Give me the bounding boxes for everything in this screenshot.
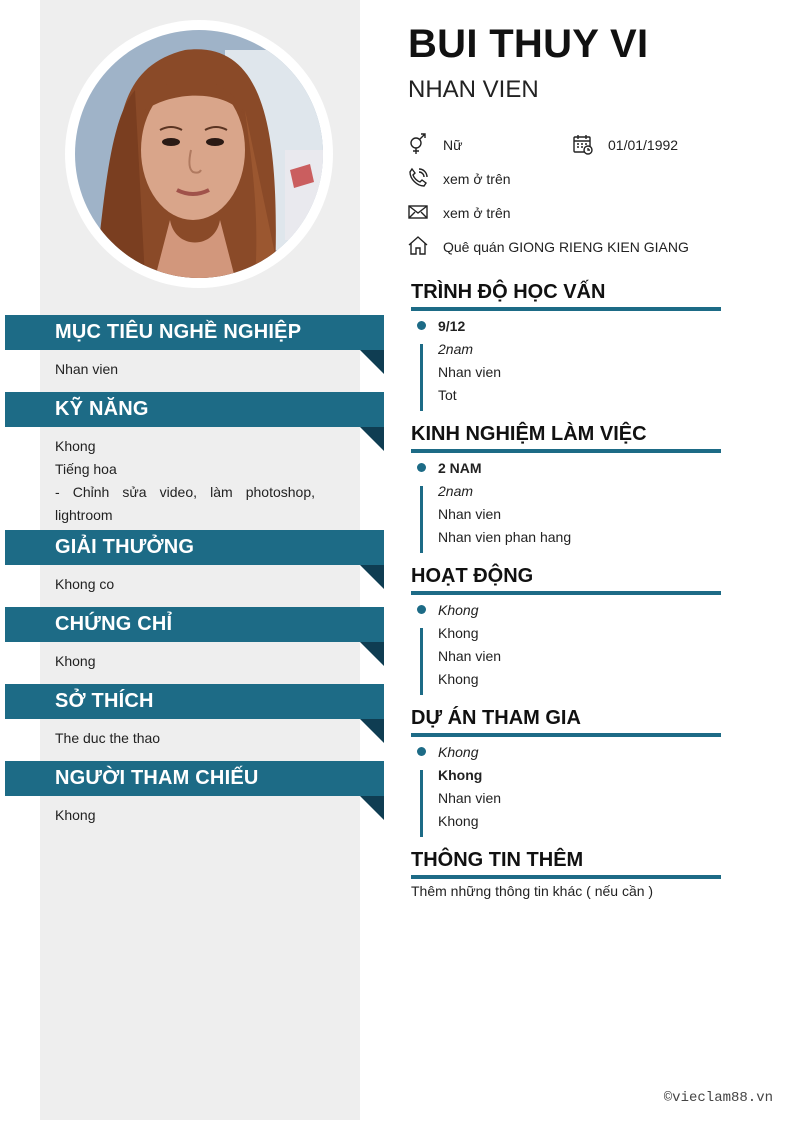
projects-period: Khong xyxy=(438,767,483,783)
timeline-dot xyxy=(417,747,426,756)
activities-detail: Khong xyxy=(438,671,479,687)
awards-title: GIẢI THƯỞNG xyxy=(5,530,384,565)
projects-title: DỰ ÁN THAM GIA xyxy=(411,705,721,737)
activities-section xyxy=(411,563,721,691)
education-section xyxy=(411,279,721,407)
birthday-text: 01/01/1992 xyxy=(608,137,679,153)
gender-text: Nữ xyxy=(443,137,463,153)
skill-item: Khong xyxy=(55,438,96,454)
activities-period: Khong xyxy=(438,625,479,641)
skill-item: Tiếng hoa xyxy=(55,461,117,477)
education-heading: 9/12 xyxy=(438,318,466,334)
hobbies-section xyxy=(5,684,385,750)
phone-text: xem ở trên xyxy=(443,171,511,187)
references-section xyxy=(5,761,385,827)
phone-icon xyxy=(407,167,429,189)
education-title: TRÌNH ĐỘ HỌC VẤN xyxy=(411,279,721,311)
experience-role: Nhan vien xyxy=(438,506,502,522)
calendar-icon xyxy=(572,133,594,155)
avatar xyxy=(75,30,323,278)
timeline-line xyxy=(420,770,423,837)
skill-item: - Chỉnh sửa video, làm photoshop, lightroom xyxy=(55,484,315,523)
envelope-icon xyxy=(407,201,429,223)
experience-section xyxy=(411,421,721,549)
activities-role: Nhan vien xyxy=(438,648,502,664)
projects-heading: Khong xyxy=(438,744,479,760)
objective-title: MỤC TIÊU NGHỀ NGHIỆP xyxy=(5,315,384,350)
banner-fold xyxy=(360,796,384,820)
banner-fold xyxy=(360,565,384,589)
projects-detail: Khong xyxy=(438,813,479,829)
projects-role: Nhan vien xyxy=(438,790,502,806)
awards-section xyxy=(5,530,385,596)
projects-section xyxy=(411,705,721,833)
experience-title: KINH NGHIỆM LÀM VIỆC xyxy=(411,421,721,453)
timeline-dot xyxy=(417,605,426,614)
certificates-title: CHỨNG CHỈ xyxy=(5,607,384,642)
extra-info-section xyxy=(411,847,721,899)
extra-info-text: Thêm những thông tin khác ( nếu cần ) xyxy=(411,883,654,899)
experience-heading: 2 NAM xyxy=(438,460,482,476)
references-title: NGƯỜI THAM CHIẾU xyxy=(5,761,384,796)
timeline-dot xyxy=(417,463,426,472)
education-role: Nhan vien xyxy=(438,364,502,380)
timeline-line xyxy=(420,344,423,411)
objective-text: Nhan vien xyxy=(55,361,119,377)
gender-icon xyxy=(407,133,429,155)
hobbies-title: SỞ THÍCH xyxy=(5,684,384,719)
banner-fold xyxy=(360,719,384,743)
activities-title: HOẠT ĐỘNG xyxy=(411,563,721,595)
skills-section xyxy=(5,392,385,527)
timeline-line xyxy=(420,486,423,553)
experience-period: 2nam xyxy=(438,483,474,499)
certificates-section xyxy=(5,607,385,673)
awards-text: Khong co xyxy=(55,576,115,592)
candidate-name: BUI THUY VI xyxy=(408,22,649,66)
skills-title: KỸ NĂNG xyxy=(5,392,384,427)
certificates-text: Khong xyxy=(55,653,96,669)
home-icon xyxy=(407,235,429,257)
banner-fold xyxy=(360,427,384,451)
job-title: NHAN VIEN xyxy=(408,76,539,103)
hobbies-text: The duc the thao xyxy=(55,730,161,746)
watermark: ©vieclam88.vn xyxy=(663,1090,773,1106)
education-detail: Tot xyxy=(438,387,457,403)
email-text: xem ở trên xyxy=(443,205,511,221)
banner-fold xyxy=(360,642,384,666)
banner-fold xyxy=(360,350,384,374)
address-text: Quê quán GIONG RIENG KIEN GIANG xyxy=(443,239,689,255)
references-text: Khong xyxy=(55,807,96,823)
timeline-line xyxy=(420,628,423,695)
education-period: 2nam xyxy=(438,341,474,357)
extra-info-title: THÔNG TIN THÊM xyxy=(411,847,721,879)
experience-detail: Nhan vien phan hang xyxy=(438,529,572,545)
objective-section xyxy=(5,315,385,381)
activities-heading: Khong xyxy=(438,602,479,618)
timeline-dot xyxy=(417,321,426,330)
